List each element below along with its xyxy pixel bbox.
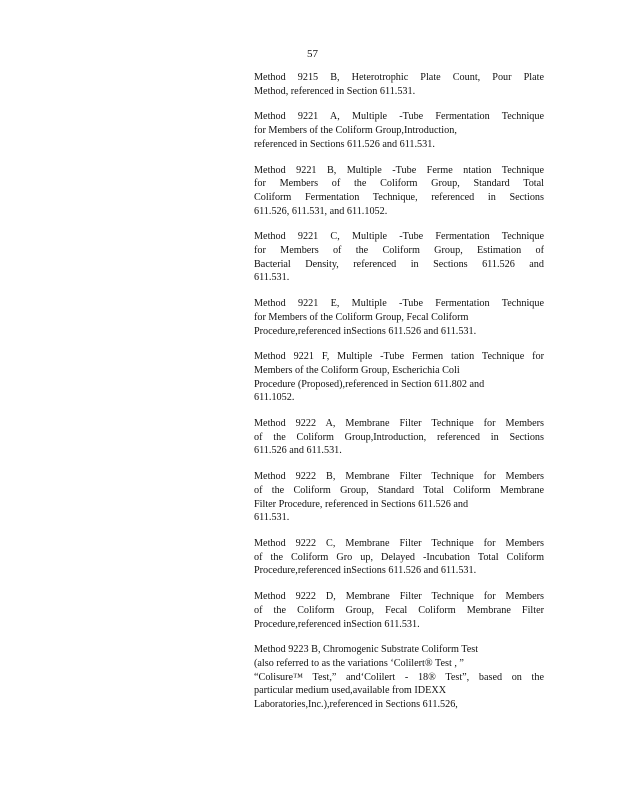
text-line: Method 9222 A, Membrane Filter Technique for Members	[254, 418, 544, 430]
text-line: Method 9222 C, Membrane Filter Technique for Members	[254, 537, 544, 549]
text-line: Procedure,referenced inSection 611.531.	[254, 618, 420, 630]
method-paragraph	[254, 643, 544, 712]
text-line: 611.531.	[254, 272, 290, 284]
method-paragraph	[254, 350, 544, 405]
text-line: for Members of the Coliform Group, Fecal Coliform	[254, 311, 469, 323]
text-line: Coliform Fermentation Technique, referenced in Sections	[254, 191, 544, 203]
text-line: Members of the Coliform Group, Escherichia Coli	[254, 364, 460, 376]
text-line: Filter Procedure, referenced in Sections 611.526 and	[254, 498, 469, 510]
text-line: Method 9223 B, Chromogenic Substrate Coliform Test	[254, 644, 479, 656]
page-number: 57	[307, 48, 318, 60]
text-line: for Members of the Coliform Group, Estimation of	[254, 245, 544, 257]
text-line: referenced in Sections 611.526 and 611.531.	[254, 138, 435, 150]
text-line: Method 9215 B, Heterotrophic Plate Count, Pour Plate	[254, 72, 544, 83]
text-line: Method 9221 F, Multiple -Tube Fermen tation Technique for	[254, 351, 544, 363]
text-line: Method 9221 C, Multiple -Tube Fermentation Technique	[254, 231, 544, 243]
method-list	[254, 71, 544, 724]
text-line: Method 9221 B, Multiple -Tube Ferme ntation Technique	[254, 164, 544, 176]
text-line: Method 9221 E, Multiple -Tube Fermentation Technique	[254, 298, 544, 310]
method-paragraph	[254, 417, 544, 458]
method-paragraph	[254, 110, 544, 151]
text-line: 611.526 and 611.531.	[254, 445, 342, 457]
text-line: 611.526, 611.531, and 611.1052.	[254, 205, 388, 217]
text-line: of the Coliform Gro up, Delayed -Incubation Total Coliform	[254, 551, 544, 563]
text-line: particular medium used,available from IDEXX	[254, 685, 447, 697]
text-line: (also referred to as the variations ‘Colilert® Test , ”	[254, 657, 464, 669]
text-line: “Colisure™ Test,” and‘Colilert - 18® Test”, based on the	[254, 671, 544, 683]
method-paragraph	[254, 537, 544, 578]
text-line: of the Coliform Group, Standard Total Coliform Membrane	[254, 484, 544, 496]
text-line: for Members of the Coliform Group,Introduction,	[254, 125, 457, 137]
text-line: Method, referenced in Section 611.531.	[254, 85, 416, 97]
method-paragraph	[254, 297, 544, 338]
method-paragraph	[254, 71, 544, 98]
text-line: 611.531.	[254, 512, 290, 524]
text-line: for Members of the Coliform Group, Standard Total	[254, 178, 544, 190]
text-line: 611.1052.	[254, 392, 295, 404]
text-line: of the Coliform Group, Fecal Coliform Membrane Filter	[254, 604, 544, 616]
text-line: Bacterial Density, referenced in Sections 611.526 and	[254, 258, 544, 270]
text-line: of the Coliform Group,Introduction, referenced in Sections	[254, 431, 544, 443]
method-paragraph	[254, 230, 544, 285]
method-paragraph	[254, 164, 544, 219]
text-line: Procedure,referenced inSections 611.526 and 611.531.	[254, 565, 477, 577]
text-line: Method 9222 B, Membrane Filter Technique for Members	[254, 471, 544, 483]
text-line: Procedure (Proposed),referenced in Section 611.802 and	[254, 378, 485, 390]
method-paragraph	[254, 470, 544, 525]
text-line: Procedure,referenced inSections 611.526 and 611.531.	[254, 325, 477, 337]
text-line: Laboratories,Inc.),referenced in Sections 611.526,	[254, 699, 458, 711]
text-line: Method 9222 D, Membrane Filter Technique for Members	[254, 591, 544, 603]
text-line: Method 9221 A, Multiple -Tube Fermentation Technique	[254, 111, 544, 123]
method-paragraph	[254, 590, 544, 631]
